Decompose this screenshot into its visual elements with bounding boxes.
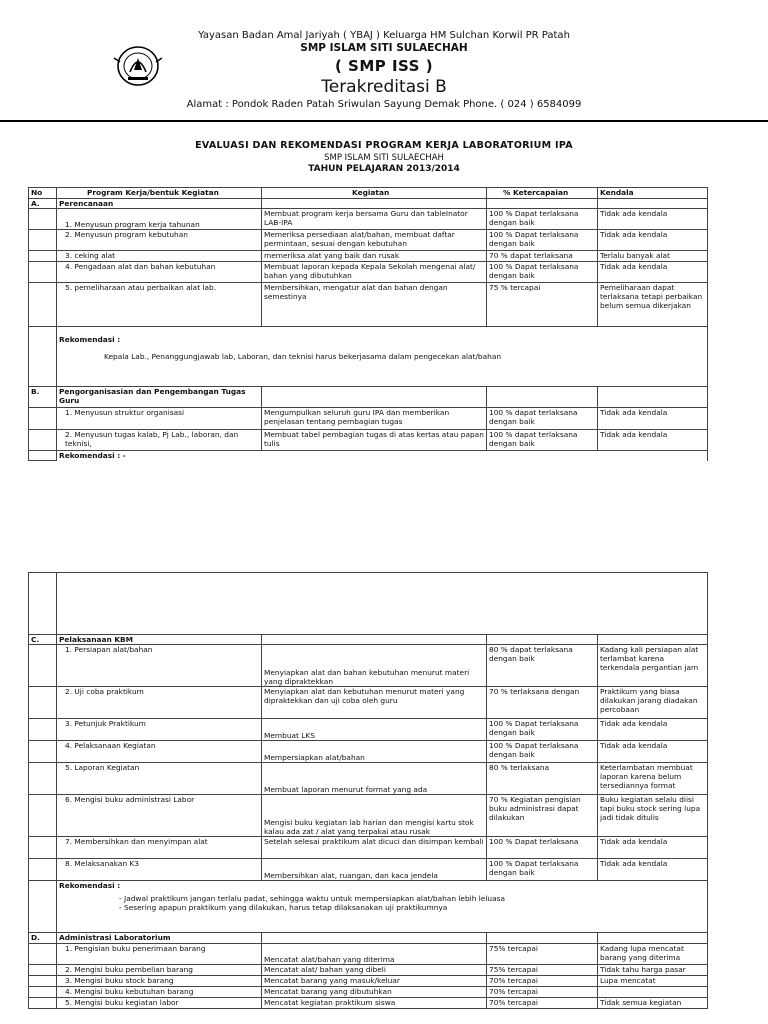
empty-cell bbox=[29, 795, 57, 837]
kendala-cell: Kadang kali persiapan alat terlambat karena terkendala pergantian jam bbox=[598, 645, 708, 687]
table-row bbox=[29, 262, 708, 283]
empty-cell bbox=[598, 933, 708, 944]
kegiatan-cell: Membersihkan alat, ruangan, dan kaca jendela bbox=[262, 859, 487, 881]
table-row bbox=[29, 965, 708, 976]
recommendation-text: Kepala Lab., Penanggungjawab lab, Laboran, dan teknisi harus bekerjasama dalam pengecekan alat/bahan bbox=[104, 352, 502, 362]
program-cell: 4. Pengadaan alat dan bahan kebutuhan bbox=[57, 262, 262, 283]
program-cell: 7. Membersihkan dan menyimpan alat bbox=[57, 837, 262, 859]
school-name: SMP ISLAM SITI SULAECHAH bbox=[300, 42, 468, 54]
empty-cell bbox=[487, 387, 598, 408]
kendala-cell: Tidak ada kendala bbox=[598, 719, 708, 741]
recommendation-row bbox=[29, 881, 708, 933]
school-address: Alamat : Pondok Raden Patah Sriwulan Sayung Demak Phone. ( 024 ) 6584099 bbox=[186, 99, 582, 110]
empty-cell bbox=[29, 837, 57, 859]
empty-cell bbox=[29, 687, 57, 719]
program-cell: 4. Mengisi buku kebutuhan barang bbox=[57, 987, 262, 998]
empty-cell bbox=[29, 573, 57, 635]
section-d-row bbox=[29, 933, 708, 944]
capaian-cell: 70 % Kegiatan pengisian buku administrasi dapat dilakukan bbox=[487, 795, 598, 837]
header-no: No bbox=[29, 188, 57, 199]
table-row bbox=[29, 209, 708, 230]
kegiatan-cell: Mencatat alat/ bahan yang dibeli bbox=[262, 965, 487, 976]
empty-cell bbox=[29, 430, 57, 451]
empty-cell bbox=[262, 933, 487, 944]
section-title: Perencanaan bbox=[57, 199, 262, 209]
section-no: D. bbox=[29, 933, 57, 944]
empty-cell bbox=[262, 387, 487, 408]
kendala-cell: Tidak ada kendala bbox=[598, 262, 708, 283]
empty-cell bbox=[487, 933, 598, 944]
table-header-row bbox=[29, 188, 708, 199]
program-cell: 1. Menyusun struktur organisasi bbox=[57, 408, 262, 430]
table-row bbox=[29, 795, 708, 837]
header-kendala: Kendala bbox=[598, 188, 708, 199]
section-no: C. bbox=[29, 635, 57, 645]
kendala-cell: Lupa mencatat bbox=[598, 976, 708, 987]
capaian-cell: 100 % Dapat terlaksana dengan baik bbox=[487, 741, 598, 763]
evaluation-table-1 bbox=[28, 187, 708, 461]
table-row bbox=[29, 430, 708, 451]
recommendation-label: Rekomendasi : bbox=[59, 881, 121, 891]
blank-row bbox=[29, 573, 708, 635]
empty-cell bbox=[29, 741, 57, 763]
recommendation-item: - Sesering apapun praktikum yang dilakukan, harus tetap dilaksanakan uji praktikumnya bbox=[119, 903, 705, 912]
recommendation-row bbox=[29, 451, 708, 461]
kegiatan-cell: Menyiapkan alat dan bahan kebutuhan menurut materi yang dipraktekkan bbox=[262, 645, 487, 687]
empty-cell bbox=[29, 283, 57, 327]
kegiatan-cell: Memeriksa persediaan alat/bahan, membuat daftar permintaan, sesuai dengan kebutuhan bbox=[262, 230, 487, 251]
program-cell: 1. Pengisian buku penerimaan barang bbox=[57, 944, 262, 965]
program-cell: 5. pemeliharaan atau perbaikan alat lab. bbox=[57, 283, 262, 327]
capaian-cell: 70% tercapai bbox=[487, 987, 598, 998]
empty-cell bbox=[598, 199, 708, 209]
table-row bbox=[29, 251, 708, 262]
kendala-cell: Tidak ada kendala bbox=[598, 837, 708, 859]
capaian-cell: 100 % Dapat terlaksana dengan baik bbox=[487, 230, 598, 251]
capaian-cell: 75% tercapai bbox=[487, 944, 598, 965]
capaian-cell: 100 % dapat terlaksana dengan baik bbox=[487, 408, 598, 430]
empty-cell bbox=[29, 251, 57, 262]
program-cell: 6. Mengisi buku administrasi Labor bbox=[57, 795, 262, 837]
table-row bbox=[29, 837, 708, 859]
empty-cell bbox=[29, 230, 57, 251]
empty-cell bbox=[29, 881, 57, 933]
capaian-cell: 100 % Dapat terlaksana dengan baik bbox=[487, 209, 598, 230]
program-cell: 3. Petunjuk Praktikum bbox=[57, 719, 262, 741]
empty-cell bbox=[29, 998, 57, 1009]
kegiatan-cell: Mencatat kegiatan praktikum siswa bbox=[262, 998, 487, 1009]
empty-cell bbox=[29, 859, 57, 881]
kegiatan-cell: Mengisi buku kegiatan lab harian dan mengisi kartu stok kalau ada zat / alat yang terpakai atau rusak bbox=[262, 795, 487, 837]
kendala-cell: Praktikum yang biasa dilakukan jarang diadakan percobaan bbox=[598, 687, 708, 719]
letterhead-rule bbox=[0, 120, 768, 122]
empty-cell bbox=[57, 573, 708, 635]
section-c-row bbox=[29, 635, 708, 645]
program-cell: 5. Mengisi buku kegiatan labor bbox=[57, 998, 262, 1009]
empty-cell bbox=[598, 387, 708, 408]
recommendation-label: Rekomendasi : bbox=[59, 335, 121, 345]
kendala-cell: Kadang lupa mencatat barang yang diterima bbox=[598, 944, 708, 965]
kegiatan-cell: Mencatat barang yang dibutuhkan bbox=[262, 987, 487, 998]
kegiatan-cell: Mencatat alat/bahan yang diterima bbox=[262, 944, 487, 965]
empty-cell bbox=[29, 327, 57, 387]
capaian-cell: 100 % Dapat terlaksana dengan baik bbox=[487, 859, 598, 881]
program-cell: 3. Mengisi buku stock barang bbox=[57, 976, 262, 987]
kegiatan-cell: Setelah selesai praktikum alat dicuci dan disimpan kembali bbox=[262, 837, 487, 859]
kendala-cell: Tidak ada kendala bbox=[598, 209, 708, 230]
empty-cell bbox=[262, 199, 487, 209]
header-program: Program Kerja/bentuk Kegiatan bbox=[57, 188, 262, 199]
kendala-cell: Pemeliharaan dapat terlaksana tetapi perbaikan belum semua dikerjakan bbox=[598, 283, 708, 327]
recommendation-cell bbox=[57, 881, 708, 933]
recommendation-row bbox=[29, 327, 708, 387]
header-kegiatan: Kegiatan bbox=[262, 188, 487, 199]
table-row bbox=[29, 645, 708, 687]
capaian-cell: 80 % terlaksana bbox=[487, 763, 598, 795]
program-cell: 4. Pelaksanaan Kegiatan bbox=[57, 741, 262, 763]
kendala-cell: Tidak semua kegiatan bbox=[598, 998, 708, 1009]
kegiatan-cell: Mempersiapkan alat/bahan bbox=[262, 741, 487, 763]
table-row bbox=[29, 763, 708, 795]
recommendation-list bbox=[59, 894, 705, 912]
table-row bbox=[29, 976, 708, 987]
kendala-cell: Keterlambatan membuat laporan karena belum tersediannya format bbox=[598, 763, 708, 795]
kegiatan-cell: Membuat laporan kepada Kepala Sekolah mengenai alat/ bahan yang dibutuhkan bbox=[262, 262, 487, 283]
kendala-cell: Tidak ada kendala bbox=[598, 741, 708, 763]
table-row bbox=[29, 944, 708, 965]
empty-cell bbox=[29, 976, 57, 987]
document-subtitle-school: SMP ISLAM SITI SULAECHAH bbox=[324, 153, 444, 163]
empty-cell bbox=[262, 635, 487, 645]
kegiatan-cell: Membuat tabel pembagian tugas di atas kertas atau papan tulis bbox=[262, 430, 487, 451]
kegiatan-cell: Membuat laporan menurut format yang ada bbox=[262, 763, 487, 795]
empty-cell bbox=[29, 451, 57, 461]
kendala-cell: Terlalu banyak alat bbox=[598, 251, 708, 262]
program-cell: 5. Laporan Kegiatan bbox=[57, 763, 262, 795]
recommendation-cell bbox=[57, 327, 708, 387]
kendala-cell: Tidak ada kendala bbox=[598, 859, 708, 881]
program-cell: 1. Persiapan alat/bahan bbox=[57, 645, 262, 687]
empty-cell bbox=[29, 944, 57, 965]
capaian-cell: 70% tercapai bbox=[487, 998, 598, 1009]
program-cell: 1. Menyusun program kerja tahunan bbox=[57, 209, 262, 230]
capaian-cell: 75 % tercapai bbox=[487, 283, 598, 327]
program-cell: 3. ceking alat bbox=[57, 251, 262, 262]
empty-cell bbox=[29, 209, 57, 230]
capaian-cell: 70 % terlaksana dengan bbox=[487, 687, 598, 719]
school-abbrev: ( SMP ISS ) bbox=[334, 57, 434, 75]
capaian-cell: 100 % Dapat terlaksana dengan baik bbox=[487, 262, 598, 283]
empty-cell bbox=[29, 965, 57, 976]
program-cell: 2. Mengisi buku pembelian barang bbox=[57, 965, 262, 976]
kendala-cell: Tidak tahu harga pasar bbox=[598, 965, 708, 976]
letterhead bbox=[0, 0, 768, 122]
empty-cell bbox=[29, 987, 57, 998]
accreditation: Terakreditasi B bbox=[321, 77, 447, 97]
kendala-cell: Tidak ada kendala bbox=[598, 430, 708, 451]
capaian-cell: 100 % Dapat terlaksana dengan baik bbox=[487, 719, 598, 741]
evaluation-table-2 bbox=[28, 572, 708, 1009]
table-row bbox=[29, 987, 708, 998]
section-b-row bbox=[29, 387, 708, 408]
kegiatan-cell: memeriksa alat yang baik dan rusak bbox=[262, 251, 487, 262]
section-title: Pelaksanaan KBM bbox=[57, 635, 262, 645]
kendala-cell: Tidak ada kendala bbox=[598, 408, 708, 430]
recommendation-item: - Jadwal praktikum jangan terlalu padat, sehingga waktu untuk mempersiapkan alat/bahan lebih leluasa bbox=[119, 894, 705, 903]
section-title: Administrasi Laboratorium bbox=[57, 933, 262, 944]
empty-cell bbox=[29, 763, 57, 795]
empty-cell bbox=[487, 635, 598, 645]
kegiatan-cell: Membersihkan, mengatur alat dan bahan dengan semestinya bbox=[262, 283, 487, 327]
capaian-cell: 100 % dapat terlaksana dengan baik bbox=[487, 430, 598, 451]
section-no: B. bbox=[29, 387, 57, 408]
kegiatan-cell: Mencatat barang yang masuk/keluar bbox=[262, 976, 487, 987]
foundation-name: Yayasan Badan Amal Jariyah ( YBAJ ) Keluarga HM Sulchan Korwil PR Patah bbox=[198, 30, 570, 41]
section-title: Pengorganisasian dan Pengembangan Tugas Guru bbox=[57, 387, 262, 408]
header-ketercapaian: % Ketercapaian bbox=[487, 188, 598, 199]
program-cell: 8. Melaksanakan K3 bbox=[57, 859, 262, 881]
table-row bbox=[29, 408, 708, 430]
section-no: A. bbox=[29, 199, 57, 209]
capaian-cell: 80 % dapat terlaksana dengan baik bbox=[487, 645, 598, 687]
empty-cell bbox=[29, 262, 57, 283]
empty-cell bbox=[29, 719, 57, 741]
section-a-row bbox=[29, 199, 708, 209]
program-cell: 2. Menyusun program kebutuhan bbox=[57, 230, 262, 251]
kendala-cell: Buku kegiatan selalu diisi tapi buku stock sering lupa jadi tidak ditulis bbox=[598, 795, 708, 837]
kendala-cell: Tidak ada kendala bbox=[598, 230, 708, 251]
empty-cell bbox=[598, 635, 708, 645]
table-row bbox=[29, 687, 708, 719]
capaian-cell: 70 % dapat terlaksana bbox=[487, 251, 598, 262]
table-row bbox=[29, 719, 708, 741]
table-row bbox=[29, 741, 708, 763]
kegiatan-cell: Menyiapkan alat dan kebutuhan menurut materi yang dipraktekkan dan uji coba oleh guru bbox=[262, 687, 487, 719]
table-row bbox=[29, 998, 708, 1009]
program-cell: 2. Menyusun tugas kalab, Pj Lab., laboran, dan teknisi, bbox=[57, 430, 262, 451]
table-row bbox=[29, 283, 708, 327]
capaian-cell: 100 % Dapat terlaksana bbox=[487, 837, 598, 859]
empty-cell bbox=[487, 199, 598, 209]
kegiatan-cell: Membuat LKS bbox=[262, 719, 487, 741]
document-title: EVALUASI DAN REKOMENDASI PROGRAM KERJA LABORATORIUM IPA bbox=[195, 140, 573, 151]
program-cell: 2. Uji coba praktikum bbox=[57, 687, 262, 719]
kegiatan-cell: Mengumpulkan seluruh guru IPA dan memberikan penjelasan tentang pembagian tugas bbox=[262, 408, 487, 430]
capaian-cell: 75% tercapai bbox=[487, 965, 598, 976]
capaian-cell: 70% tercapai bbox=[487, 976, 598, 987]
kegiatan-cell: Membuat program kerja bersama Guru dan tableInator LAB-IPA bbox=[262, 209, 487, 230]
kendala-cell bbox=[598, 987, 708, 998]
table-row bbox=[29, 859, 708, 881]
empty-cell bbox=[29, 408, 57, 430]
empty-cell bbox=[29, 645, 57, 687]
recommendation-label: Rekomendasi : - bbox=[57, 451, 708, 461]
table-row bbox=[29, 230, 708, 251]
document-subtitle-year: TAHUN PELAJARAN 2013/2014 bbox=[308, 164, 460, 174]
